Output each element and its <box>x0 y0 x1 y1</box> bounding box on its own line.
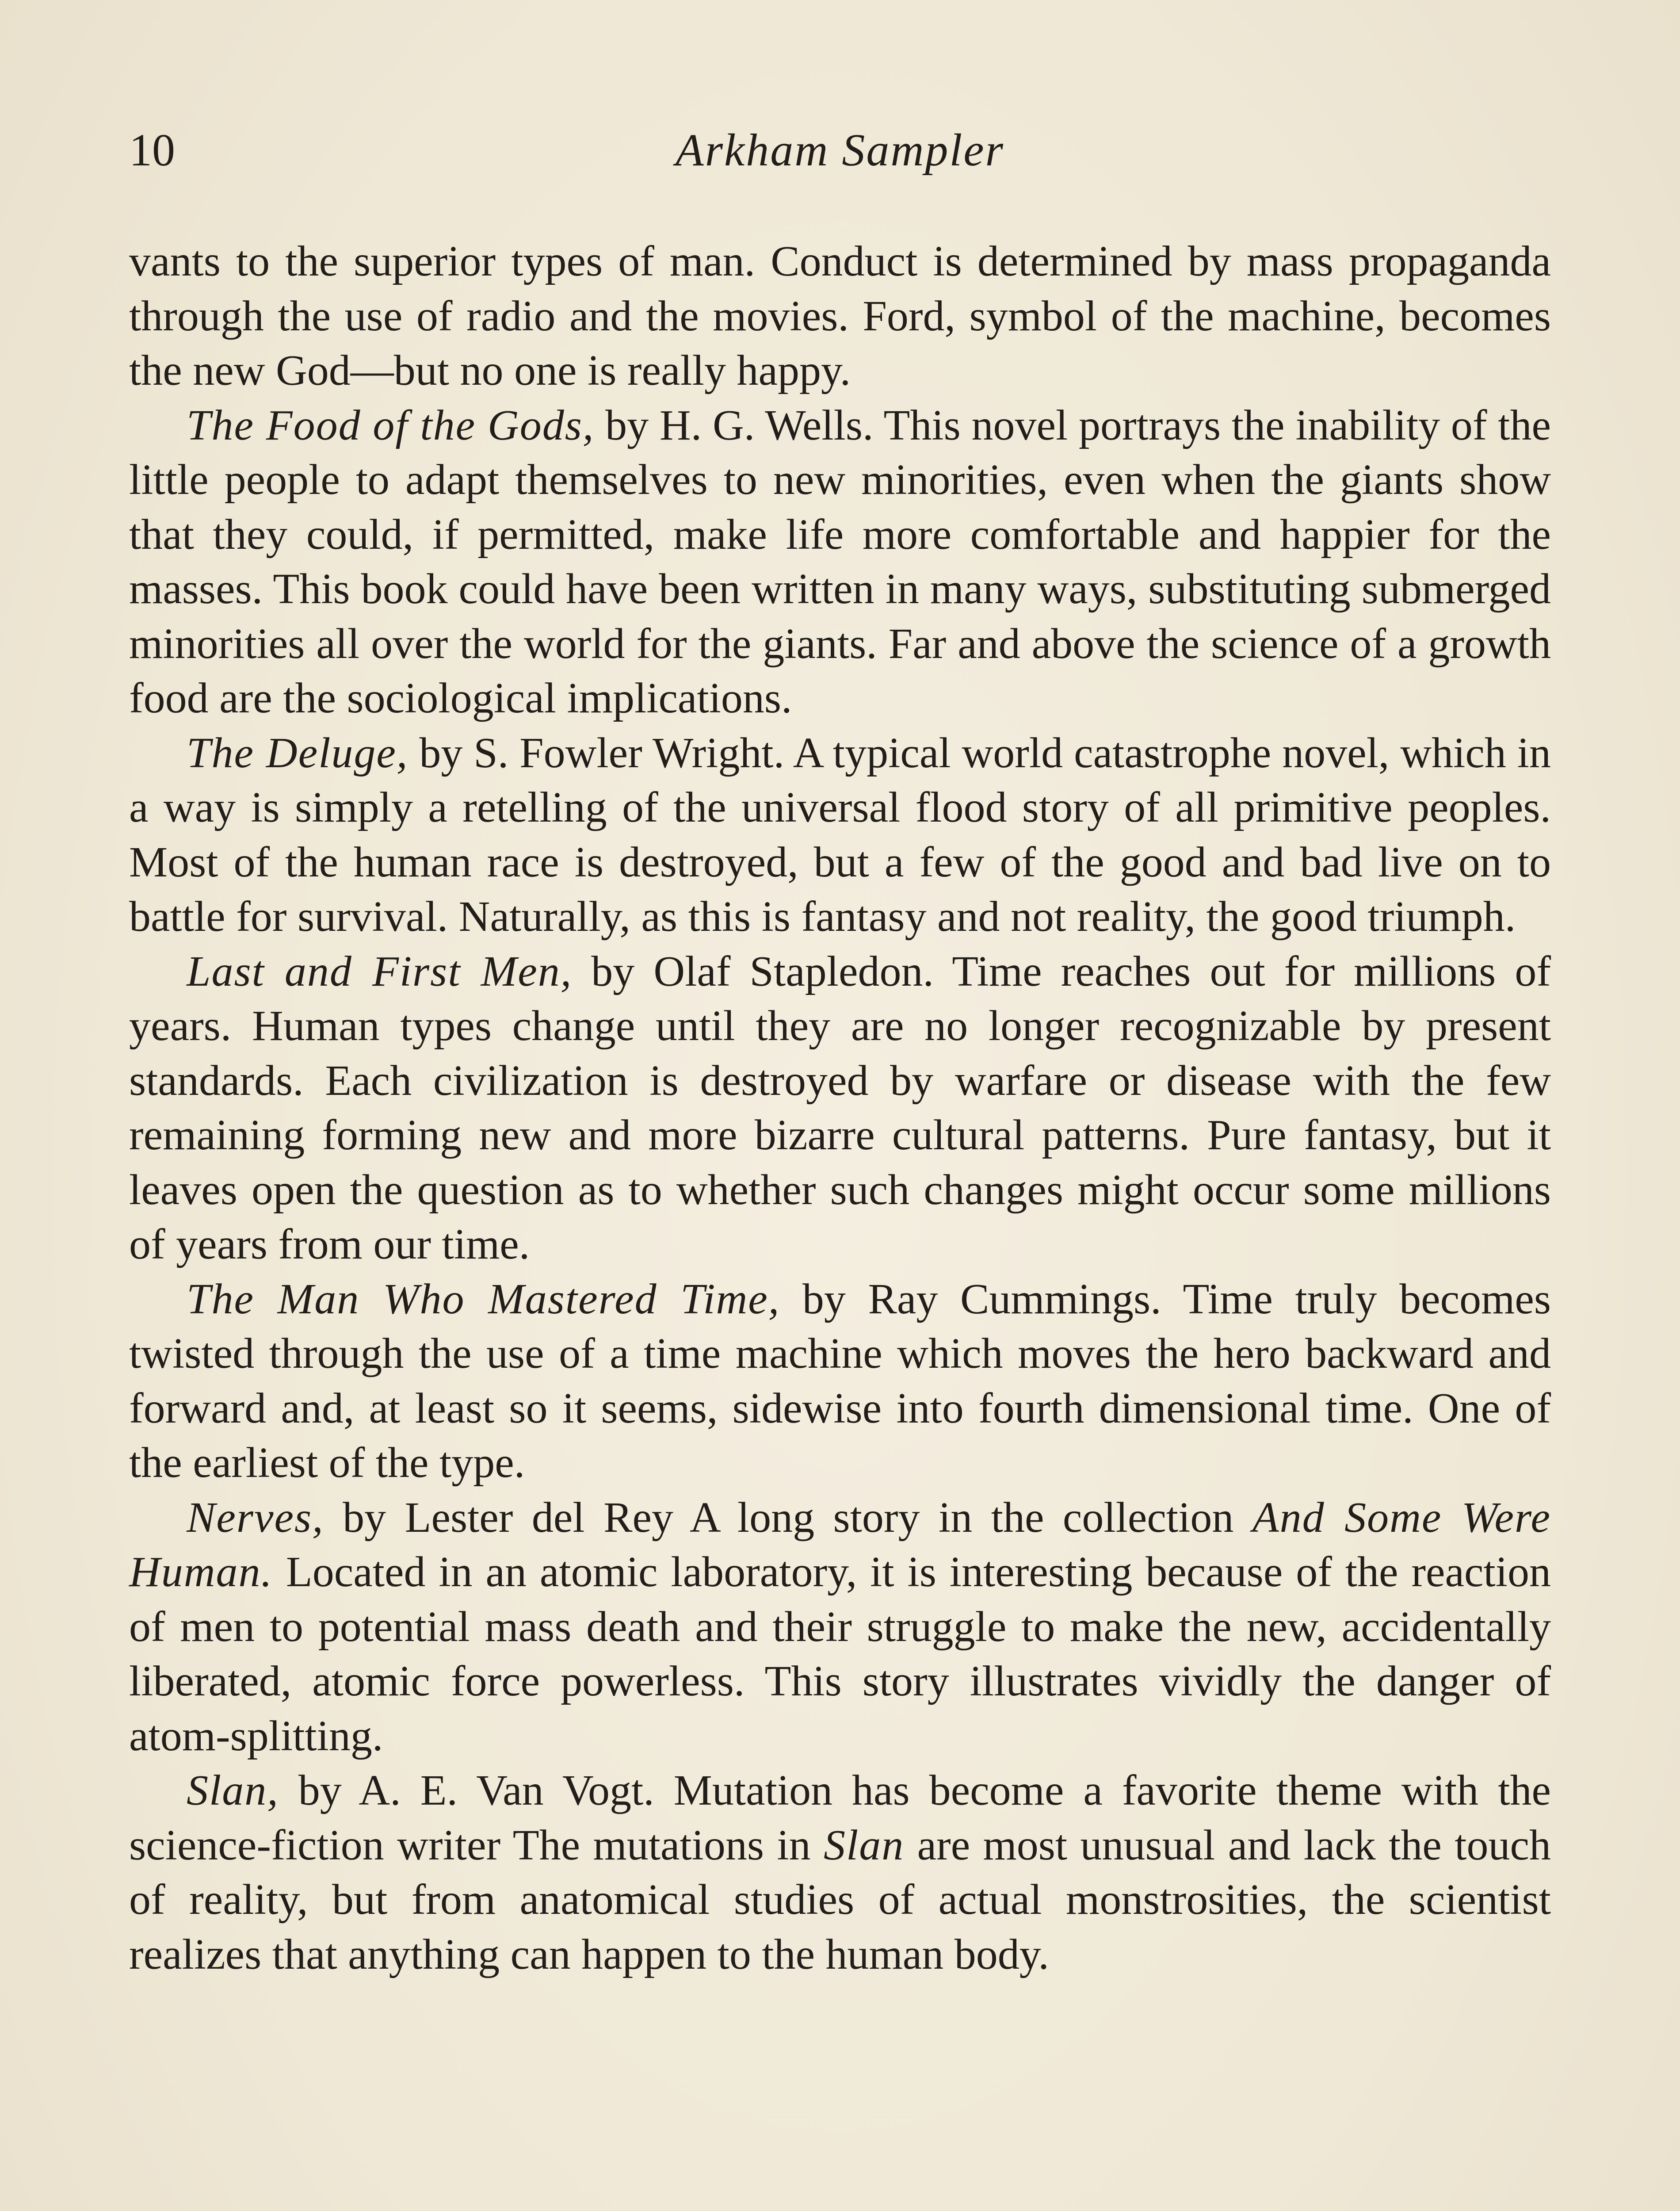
book-title: The Deluge, <box>187 729 409 777</box>
paragraph-slan <box>129 1763 1551 1982</box>
book-title: The Man Who Mastered Time, <box>187 1275 780 1323</box>
paragraph-food-of-the-gods <box>129 398 1551 726</box>
book-title: Last and First Men, <box>187 947 573 995</box>
paragraph-continuation <box>129 234 1551 398</box>
paragraph-text: Located in an atomic laboratory, it is interesting because of the reaction of men to potential mass death and their struggle to make the new, accidentally liberated, atomic force powerless. This story illustrates vividly the danger of atom-splitting. <box>129 1548 1551 1760</box>
paragraph-text: by Ray Cummings. Time truly becomes twisted through the use of a time machine which moves the hero backward and forward and, at least so it seems, sidewise into fourth dimensional time. One of the earliest of the type. <box>129 1275 1551 1487</box>
paragraph-man-who-mastered-time <box>129 1272 1551 1491</box>
paragraph-text: by Lester del Rey A long story in the collection <box>324 1493 1252 1542</box>
paragraph-text: by H. G. Wells. This novel portrays the inability of the little people to adapt themselves to new minorities, even when the giants show that they could, if permitted, make life more comfortable and happier for the masses. This book could have been written in many ways, substituting submerged minorities all over the world for the giants. Far and above the science of a growth food are the sociological implications. <box>129 401 1551 722</box>
paragraph-last-and-first-men <box>129 945 1551 1272</box>
collection-title: And Some Were Human. <box>129 1493 1551 1596</box>
paragraph-the-deluge <box>129 726 1551 945</box>
paragraph-text: by S. Fowler Wright. A typical world catastrophe novel, which in a way is simply a retelling of the universal flood story of all primitive peoples. Most of the human race is destroyed, but a few of the good and bad live on to battle for survival. Naturally, as this is fantasy and not reality, the good triumph. <box>129 729 1551 941</box>
inline-book-title: Slan <box>823 1821 905 1869</box>
paragraph-text: by A. E. Van Vogt. Mutation has become a favorite theme with the science-fiction writer The mutations in <box>129 1767 1551 1869</box>
page-number: 10 <box>129 125 175 176</box>
paragraph-nerves <box>129 1491 1551 1764</box>
body-text <box>129 234 1551 1982</box>
book-title: Slan, <box>187 1767 279 1814</box>
paragraph-text: by Olaf Stapledon. Time reaches out for millions of years. Human types change until they are no longer recognizable by present standards. Each civilization is destroyed by warfare or disease with the few remaining forming new and more bizarre cultural patterns. Pure fantasy, but it leaves open the question as to whether such changes might occur some millions of years from our time. <box>129 947 1551 1268</box>
paragraph-text: are most unusual and lack the touch of reality, but from anatomical studies of actual monstrosities, the scientist realizes that anything can happen to the human body. <box>129 1821 1551 1978</box>
running-title: Arkham Sampler <box>676 125 1004 176</box>
book-title: The Food of the Gods, <box>187 401 595 449</box>
running-head <box>129 119 1551 181</box>
book-title: Nerves, <box>187 1493 324 1542</box>
paragraph-text: vants to the superior types of man. Conduct is determined by mass propaganda through the use of radio and the movies. Ford, symbol of the machine, becomes the new God—but no one is really happy. <box>129 237 1551 394</box>
